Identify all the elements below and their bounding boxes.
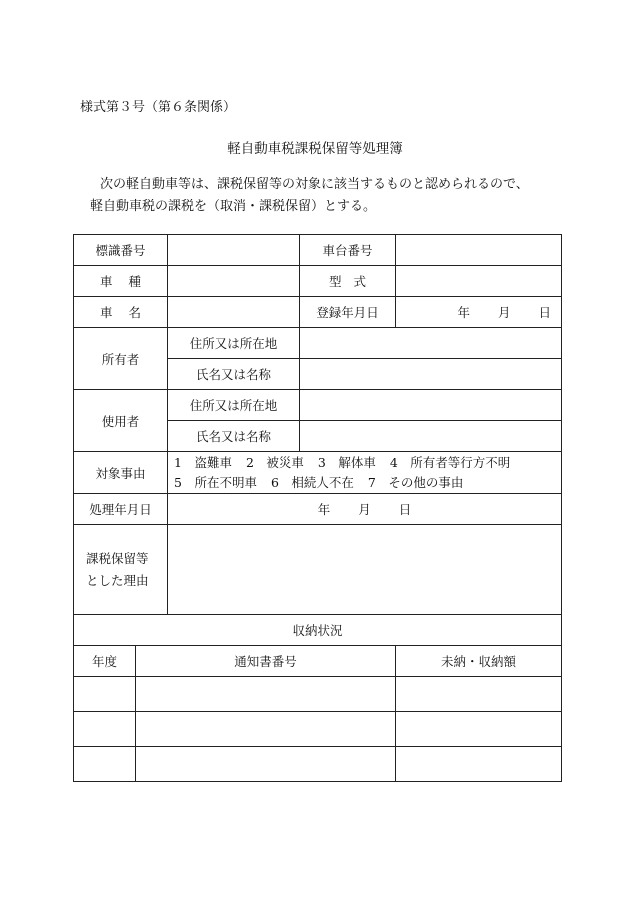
reason-option[interactable]: 5 所在不明車 <box>174 474 257 490</box>
fiscal-year-label: 年度 <box>74 646 136 677</box>
vehicle-name-label: 車名 <box>74 297 168 328</box>
notice-number-cell[interactable] <box>136 677 396 712</box>
why-value[interactable] <box>168 525 562 615</box>
user-address-value[interactable] <box>300 390 562 421</box>
owner-address-label: 住所又は所在地 <box>168 328 300 359</box>
row-reason-detail <box>74 525 562 615</box>
reason-options <box>168 452 562 494</box>
process-date-value[interactable] <box>168 494 562 525</box>
chassis-number-value[interactable] <box>396 235 562 266</box>
reason-option[interactable]: 2 被災車 <box>245 454 304 470</box>
why-label-line-2: とした理由 <box>86 572 149 588</box>
intro-text <box>78 174 529 218</box>
table-row <box>74 677 562 712</box>
plate-number-value[interactable] <box>168 235 300 266</box>
fiscal-year-cell[interactable] <box>74 747 136 782</box>
registration-date-label: 登録年月日 <box>300 297 396 328</box>
process-date-year: 年 <box>317 502 331 517</box>
process-date-day: 日 <box>398 502 412 517</box>
notice-number-cell[interactable] <box>136 712 396 747</box>
payment-amount-cell[interactable] <box>396 747 562 782</box>
notice-number-cell[interactable] <box>136 747 396 782</box>
fiscal-year-cell[interactable] <box>74 712 136 747</box>
intro-line-2: 軽自動車税の課税を（取消・課税保留）とする。 <box>90 199 377 214</box>
reason-row-2 <box>174 473 561 493</box>
user-label: 使用者 <box>74 390 168 452</box>
table-row <box>74 747 562 782</box>
table-row <box>74 712 562 747</box>
user-name-label: 氏名又は名称 <box>168 421 300 452</box>
vehicle-type-label: 車種 <box>74 266 168 297</box>
fiscal-year-cell[interactable] <box>74 677 136 712</box>
registration-date-value[interactable] <box>396 297 562 328</box>
form-number: 様式第３号（第６条関係） <box>80 100 237 115</box>
chassis-number-label: 車台番号 <box>300 235 396 266</box>
row-process-date <box>74 494 562 525</box>
reason-row-1 <box>174 453 561 473</box>
payment-amount-cell[interactable] <box>396 712 562 747</box>
row-vehicle-name <box>74 297 562 328</box>
model-label: 型式 <box>300 266 396 297</box>
notice-number-label: 通知書番号 <box>136 646 396 677</box>
row-plate <box>74 235 562 266</box>
model-value[interactable] <box>396 266 562 297</box>
process-date-label: 処理年月日 <box>74 494 168 525</box>
process-date-month: 月 <box>358 502 371 517</box>
row-user-address <box>74 390 562 421</box>
row-payment-columns <box>74 646 562 677</box>
document-title: 軽自動車税課税保留等処理簿 <box>227 141 403 157</box>
vehicle-type-value[interactable] <box>168 266 300 297</box>
row-owner-address <box>74 328 562 359</box>
reason-label: 対象事由 <box>74 452 168 494</box>
plate-number-label: 標識番号 <box>74 235 168 266</box>
vehicle-name-value[interactable] <box>168 297 300 328</box>
reg-date-day: 日 <box>538 305 552 320</box>
payment-amount-label: 未納・収納額 <box>396 646 562 677</box>
user-address-label: 住所又は所在地 <box>168 390 300 421</box>
row-vehicle-type <box>74 266 562 297</box>
row-payment-status-header <box>74 615 562 646</box>
why-label-line-1: 課税保留等 <box>86 550 149 566</box>
reason-option[interactable]: 1 盗難車 <box>174 454 232 470</box>
reg-date-year: 年 <box>457 305 470 320</box>
reg-date-month: 月 <box>497 305 511 320</box>
reason-option[interactable]: 6 相続人不在 <box>270 474 354 490</box>
owner-address-value[interactable] <box>300 328 562 359</box>
user-name-value[interactable] <box>300 421 562 452</box>
reason-option[interactable]: 4 所有者等行方不明 <box>389 454 511 470</box>
owner-name-label: 氏名又は名称 <box>168 359 300 390</box>
payment-amount-cell[interactable] <box>396 677 562 712</box>
intro-line-1: 次の軽自動車等は、課税保留等の対象に該当するものと認められるので、 <box>100 177 529 192</box>
why-label <box>74 525 168 615</box>
owner-label: 所有者 <box>74 328 168 390</box>
payment-status-label: 収納状況 <box>74 615 562 646</box>
processing-register-table <box>73 234 562 782</box>
row-reasons <box>74 452 562 494</box>
reason-option[interactable]: 7 その他の事由 <box>367 474 464 490</box>
owner-name-value[interactable] <box>300 359 562 390</box>
reason-option[interactable]: 3 解体車 <box>317 454 376 470</box>
